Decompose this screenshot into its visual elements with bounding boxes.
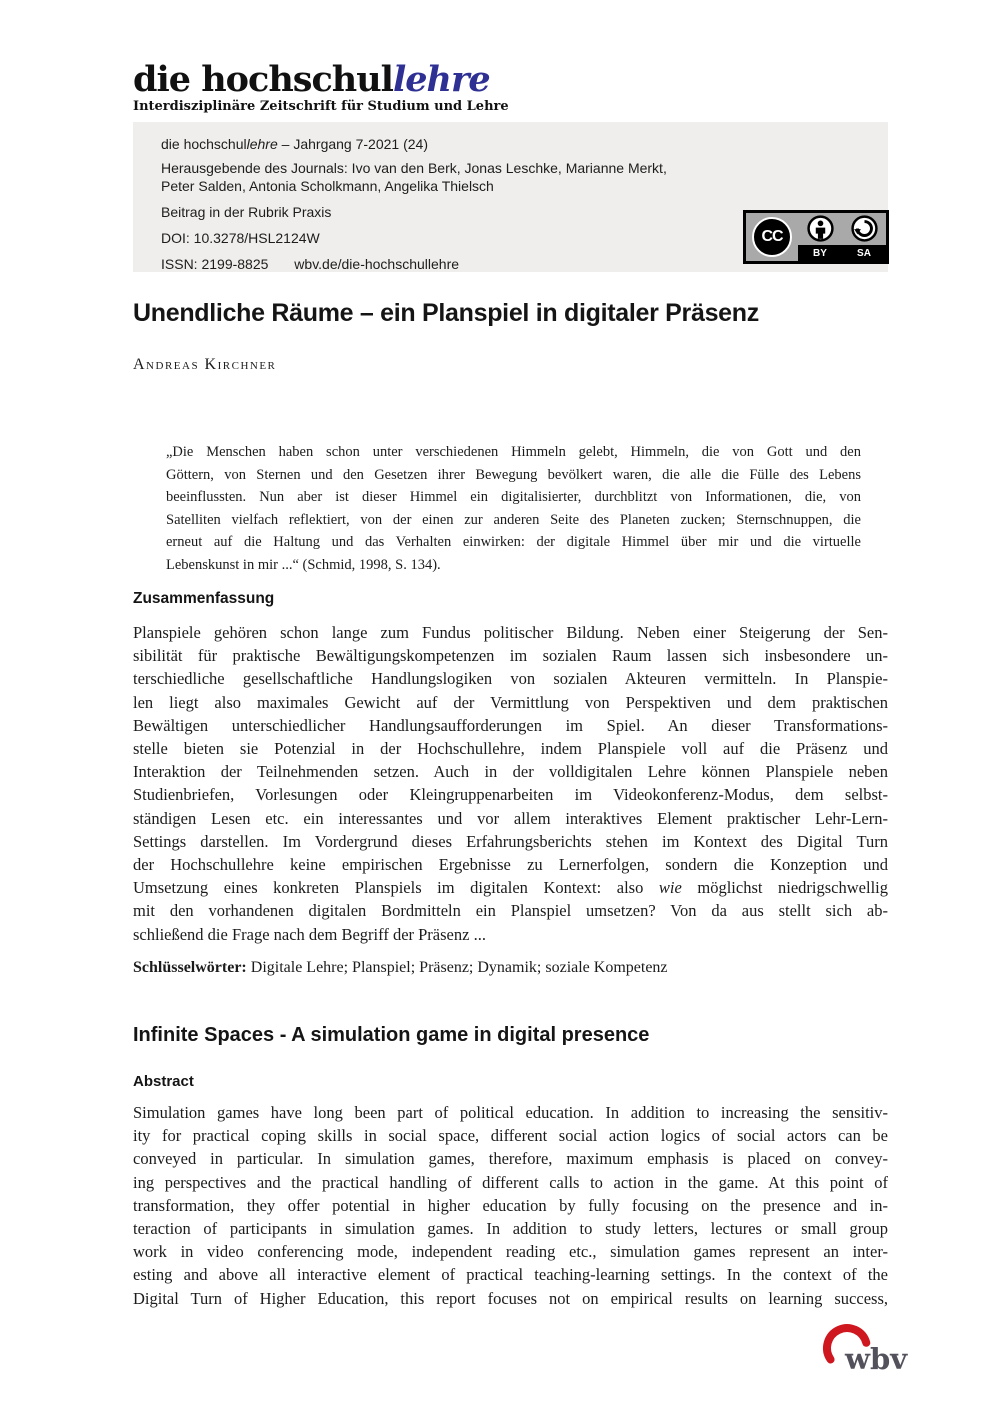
- text-line: Satelliten vielfach reflektiert, von der einen zur anderen Seite des Planeten zucken; Sternschnuppen, die: [166, 511, 861, 528]
- keywords-values: Digitale Lehre; Planspiel; Präsenz; Dynamik; soziale Kompetenz: [246, 959, 668, 976]
- rubric-line: Beitrag in der Rubrik Praxis: [161, 204, 332, 220]
- text-line: Interaktion der Teilnehmenden setzen. Auch in der volldigitalen Lehre können Planspiele neben: [133, 762, 888, 782]
- publisher-logo: [818, 1318, 928, 1390]
- journal-url-link[interactable]: wbv.de/die-hochschullehre: [294, 256, 460, 272]
- publisher-name: wbv: [845, 1342, 908, 1376]
- text-line: schließend die Frage nach dem Begriff der Präsenz ...: [133, 924, 486, 944]
- cc-by-sa-badge[interactable]: [743, 210, 889, 264]
- journal-logo-blue: lehre: [392, 59, 490, 100]
- doi-line: DOI: 10.3278/HSL2124W: [161, 230, 320, 246]
- attribution-person-icon: [807, 215, 834, 245]
- masthead: [133, 59, 509, 114]
- text-line: ing perspectives and the practical handling of different calls to action in the game. At this point of: [133, 1172, 888, 1192]
- share-alike-arrow-icon: [851, 215, 878, 245]
- text-line: mit den vorhandenen digitalen Bordmitteln ein Planspiel umsetzen? Von da aus stellt sich ab-: [133, 901, 888, 921]
- text-line: Simulation games have long been part of political education. In addition to increasing the sensitiv-: [133, 1103, 888, 1122]
- article-title: Unendliche Räume – ein Planspiel in digitaler Präsenz: [133, 299, 759, 327]
- text-line: sibilität für praktische Bewältigungskompetenzen im sozialen Raum lassen sich insbesondere un-: [133, 646, 888, 666]
- by-label: BY: [813, 247, 827, 259]
- text-line: Digital Turn of Higher Education, this report focuses not on empirical results on learning success,: [133, 1288, 888, 1308]
- journal-logo-black: die hochschul: [133, 59, 393, 100]
- editors-line-2: Peter Salden, Antonia Scholkmann, Angelika Thielsch: [161, 178, 494, 194]
- sa-label: SA: [857, 247, 871, 259]
- issn-value: ISSN: 2199-8825: [161, 256, 269, 272]
- abstract-german-text: [133, 621, 888, 946]
- text-line: erneut auf die Haltung und das Verhalten einwirken: der digitale Himmel über mir und die virtuelle: [166, 534, 861, 551]
- text-line: Studienbriefen, Vorlesungen oder Kleingruppenarbeiten im Videokonferenz-Modus, dem selbst-: [133, 785, 888, 805]
- epigraph-quote: [166, 441, 861, 577]
- text-line: Lebenskunst in mir ...“ (Schmid, 1998, S. 134).: [166, 556, 441, 573]
- text-line: ständigen Lesen etc. ein interessantes und vor allem interaktives Element praktischer Lehr-Lern-: [133, 808, 888, 828]
- text-line: Umsetzung eines konkreten Planspiels im digitalen Kontext: also wie möglichst niedrigschwellig: [133, 878, 888, 898]
- journal-logo: [133, 59, 509, 100]
- abstract-english-text: [133, 1101, 888, 1310]
- keywords-label: Schlüsselwörter:: [133, 959, 247, 976]
- text-line: teraction of participants in simulation games. In addition to study letters, lectures or small group: [133, 1219, 888, 1239]
- text-line: Göttern, von Sternen und den Gesetzen ihrer Bewegung bevölkert waren, die alle die Fülle des Lebens: [166, 466, 861, 483]
- license-labels: [798, 245, 886, 261]
- author-name: Andreas Kirchner: [133, 356, 277, 373]
- text-line: stelle bieten sie Potenzial in der Hochschullehre, indem Planspiele voll auf die Präsenz und: [133, 739, 888, 759]
- text-line: der Hochschullehre keine empirischen Ergebnisse zu Lernerfolgen, sondern die Konzeption und: [133, 855, 888, 875]
- journal-issue-line: die hochschullehre – Jahrgang 7-2021 (24): [161, 136, 428, 152]
- text-line: „Die Menschen haben schon unter verschiedenen Himmeln gelebt, Himmeln, die von Gott und den: [166, 444, 861, 460]
- text-line: esting and above all interactive element of practical teaching-learning settings. In the context of the: [133, 1265, 888, 1285]
- text-line: len liegt also maximales Gewicht auf der Vermittlung von Perspektiven und dem praktischen: [133, 692, 888, 712]
- article-title-english: Infinite Spaces - A simulation game in digital presence: [133, 1024, 650, 1046]
- header-info-box: [133, 122, 888, 272]
- text-line: Bewältigen unterschiedlicher Handlungsaufforderungen im Spiel. An dieser Transformations-: [133, 715, 888, 735]
- editors-line-1: Herausgebende des Journals: Ivo van den Berk, Jonas Leschke, Marianne Merkt,: [161, 160, 667, 176]
- section-heading-zusammenfassung: Zusammenfassung: [133, 590, 275, 607]
- journal-subtitle: Interdisziplinäre Zeitschrift für Studium und Lehre: [133, 99, 509, 114]
- cc-icon: CC: [752, 217, 792, 257]
- text-line: transformation, they offer potential in higher education by fully focusing on the presence and in-: [133, 1195, 888, 1215]
- text-line: Planspiele gehören schon lange zum Fundus politischer Bildung. Neben einer Steigerung der Sen-: [133, 623, 888, 642]
- text-line: Settings darstellen. Im Vordergrund dieses Erfahrungsberichts stehen im Kontext des Digital Turn: [133, 831, 888, 851]
- text-line: ity for practical coping skills in social space, different social action logics of social actors can be: [133, 1126, 888, 1146]
- text-line: beeinflussten. Nun aber ist dieser Himmel ein digitalisierter, durchblitzt von Informationen, die, von: [166, 489, 861, 506]
- text-line: terschiedliche gesellschaftliche Handlungslogiken von sozialen Akteuren vermitteln. In Planspie-: [133, 669, 888, 689]
- text-line: conveyed in particular. In simulation games, therefore, maximum emphasis is placed on convey-: [133, 1149, 888, 1169]
- license-icons: [798, 215, 886, 245]
- text-line: work in video conferencing mode, independent reading etc., simulation games represent an inter-: [133, 1242, 888, 1262]
- section-heading-abstract: Abstract: [133, 1073, 194, 1090]
- keywords-line: [133, 959, 888, 977]
